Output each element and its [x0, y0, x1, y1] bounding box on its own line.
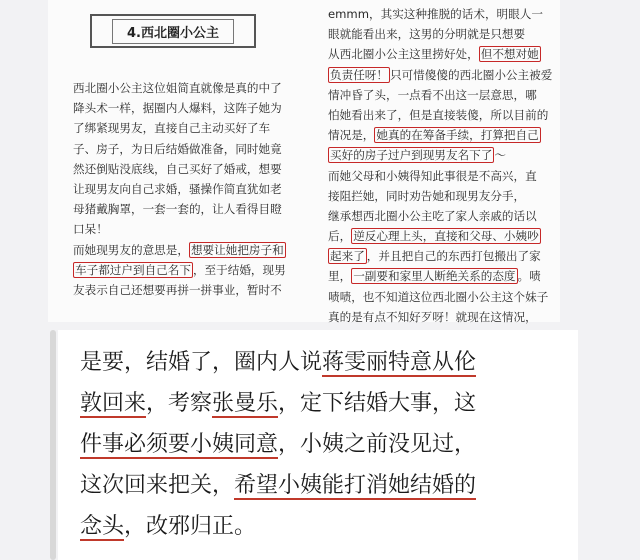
section-title: 4.西北圈小公主: [112, 19, 234, 44]
left-column-line: [73, 280, 286, 300]
right-column-line: [328, 65, 552, 85]
text-segment: 里，: [328, 269, 352, 284]
text-segment: ，考察: [146, 391, 213, 416]
section-title-box: [90, 14, 256, 48]
text-segment: 眼就能看出来，这男的分明就是只想要: [328, 27, 526, 42]
underlined-phrase: 蒋雯丽特意从伦: [322, 350, 477, 375]
text-segment: 从西北圈小公主这里捞好处，: [328, 47, 479, 62]
text-segment: 而她父母和小姨得知此事很是不高兴，直: [328, 168, 537, 183]
text-segment: emmm，其实这种推脱的话术，明眼人一: [328, 7, 543, 21]
left-column-text: [73, 78, 286, 300]
text-segment: 西北圈小公主这位姐简直就像是真的中了: [73, 81, 282, 95]
left-column-line: [73, 139, 286, 159]
right-column-line: [328, 307, 552, 327]
caption-line: [80, 342, 476, 383]
text-segment: 继承想西北圈小公主吃了家人亲戚的话以: [328, 208, 537, 223]
highlighted-phrase: 她真的在筹备手续，打算把自己: [376, 128, 539, 143]
text-segment: 口呆！: [73, 222, 108, 237]
right-column-line: [328, 186, 552, 206]
underlined-phrase: 念头: [80, 514, 125, 539]
right-column-line: [328, 145, 552, 165]
caption-line: [80, 465, 476, 506]
text-segment: ，改邪归正。: [124, 514, 257, 539]
highlighted-phrase: 买好的房子过户到现男友名下了: [330, 148, 493, 163]
text-segment: ，并且把自己的东西打包搬出了家: [366, 249, 541, 264]
right-column-line: [328, 85, 552, 105]
text-segment: ～: [494, 148, 506, 163]
right-column-line: [328, 206, 552, 226]
right-column-line: [328, 44, 552, 64]
highlighted-phrase: 车子都过户到自己名下: [75, 262, 191, 277]
text-segment: 降头术一样，据圈内人爆料，这阵子她为: [73, 101, 282, 116]
left-column-line: [73, 260, 286, 280]
text-segment: 了绑紧现男友，直接自己主动买好了车: [73, 121, 271, 136]
right-column-line: [328, 24, 552, 44]
text-segment: ，定下结婚大事，这: [278, 391, 477, 416]
right-column-line: [328, 4, 552, 24]
text-segment: 是要，结婚了，圈内人说: [80, 350, 323, 375]
left-column-line: [73, 78, 286, 98]
highlighted-phrase: 想要让她把房子和: [190, 242, 284, 257]
text-segment: 接阻拦她，同时劝告她和现男友分手，: [328, 188, 526, 203]
text-segment: 而她现男友的意思是，: [73, 242, 189, 257]
left-column-line: [73, 159, 286, 179]
text-segment: 只可惜傻傻的西北圈小公主被爱: [389, 67, 553, 82]
caption-text: [80, 342, 476, 547]
left-column-line: [73, 118, 286, 138]
text-segment: 子、房子，为日后结婚做准备，同时她竟: [73, 141, 282, 156]
text-segment: 。啧: [517, 269, 541, 284]
text-segment: ，小姨之前没见过，: [278, 432, 477, 457]
right-column-line: [328, 287, 552, 307]
right-column-line: [328, 105, 552, 125]
underlined-phrase: 希望小姨能打消她结婚的: [234, 473, 477, 498]
text-segment: 情冲昏了头，一点看不出这一层意思，哪: [328, 87, 537, 102]
text-segment: 真的是有点不知好歹呀！就现在这情况，: [328, 309, 537, 324]
right-column-line: [328, 226, 552, 246]
highlighted-phrase: 负责任呀！: [330, 67, 388, 82]
text-segment: 情况是，: [328, 128, 375, 143]
right-column-text: [328, 4, 552, 327]
text-segment: 啧啧，也不知道这位西北圈小公主这个妹子: [328, 289, 549, 304]
scrollbar[interactable]: [50, 330, 56, 560]
caption-line: [80, 424, 476, 465]
right-column-line: [328, 266, 552, 286]
text-segment: ，至于结婚，现男: [192, 262, 286, 277]
highlighted-phrase: 逆反心理上头，直接和父母、小姨吵: [353, 229, 539, 244]
caption-line: [80, 506, 476, 547]
underlined-phrase: 件事必须要小姨同意: [80, 432, 279, 457]
underlined-phrase: 张曼乐: [212, 391, 279, 416]
left-column-line: [73, 199, 286, 219]
text-segment: 然还倒贴没底线，自己买好了婚戒，想要: [73, 161, 282, 176]
highlighted-phrase: 一副要和家里人断绝关系的态度: [353, 269, 516, 284]
text-segment: 母猪戴胸罩，一套一套的，让人看得目瞪: [73, 202, 282, 217]
left-column-line: [73, 179, 286, 199]
text-segment: 这次回来把关，: [80, 473, 235, 498]
right-column-line: [328, 166, 552, 186]
highlighted-phrase: 但不想对她: [480, 47, 539, 62]
right-column-line: [328, 246, 552, 266]
underlined-phrase: 敦回来: [80, 391, 147, 416]
text-segment: 怕她看出来了，但是直接装傻，所以目前的: [328, 107, 549, 122]
left-column-line: [73, 219, 286, 239]
left-column-line: [73, 98, 286, 118]
text-segment: 友表示自己还想要再拼一拼事业，暂时不: [73, 282, 282, 297]
right-column-line: [328, 125, 552, 145]
text-segment: 让现男友向自己求婚，骚操作简直犹如老: [73, 181, 282, 196]
caption-line: [80, 383, 476, 424]
text-segment: 后，: [328, 229, 352, 244]
highlighted-phrase: 起来了: [330, 249, 365, 264]
left-column-line: [73, 240, 286, 260]
